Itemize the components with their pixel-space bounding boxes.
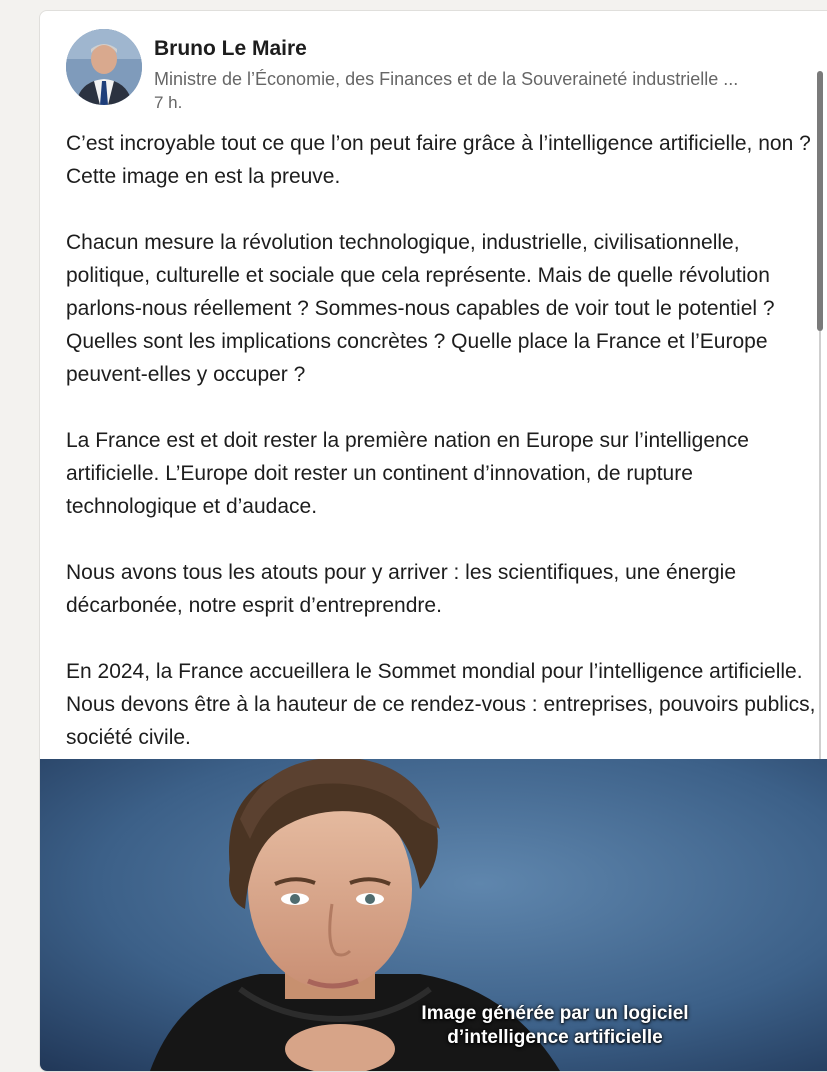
- author-avatar[interactable]: [66, 29, 142, 105]
- post-paragraph: Nous avons tous les atouts pour y arriver : les scientifiques, une énergie décarbonée, notre esprit d’entreprendre.: [66, 561, 737, 617]
- author-name[interactable]: Bruno Le Maire: [154, 37, 307, 60]
- post-paragraph: En 2024, la France accueillera le Sommet mondial pour l’intelligence artificielle. Nous devons être à la hauteur de ce rendez-vous : entreprises, pouvoirs publics, société civile.: [66, 660, 816, 749]
- image-caption-line: d’intelligence artificielle: [447, 1027, 663, 1048]
- post-card: [39, 10, 827, 1072]
- post-paragraph: Chacun mesure la révolution technologique, industrielle, civilisationnelle, politique, culturelle et sociale que cela représente. Mais de quelle révolution parlons-nous réellement ? Sommes-nous capables de voir tout le potentiel ? Quelles sont les implications concrètes ? Quelle place la France et l’Europe peuvent-elles y occuper ?: [66, 231, 775, 386]
- author-headline: Ministre de l’Économie, des Finances et de la Souveraineté industrielle ...: [154, 69, 739, 89]
- post-image[interactable]: [40, 759, 827, 1071]
- post-body: [66, 127, 826, 787]
- image-caption: [390, 1002, 720, 1050]
- post-paragraph: C’est incroyable tout ce que l’on peut faire grâce à l’intelligence artificielle, non ? Cette image en est la preuve.: [66, 132, 811, 188]
- avatar-portrait: [66, 29, 142, 105]
- scrollbar-thumb[interactable]: [817, 71, 823, 331]
- post-timestamp: 7 h.: [154, 93, 183, 112]
- post-paragraph: La France est et doit rester la première nation en Europe sur l’intelligence artificielle. L’Europe doit rester un continent d’innovation, de rupture technologique et d’audace.: [66, 429, 749, 518]
- post-header: [40, 11, 820, 121]
- scrollbar-track: [819, 331, 821, 771]
- image-caption-line: Image générée par un logiciel: [421, 1003, 689, 1024]
